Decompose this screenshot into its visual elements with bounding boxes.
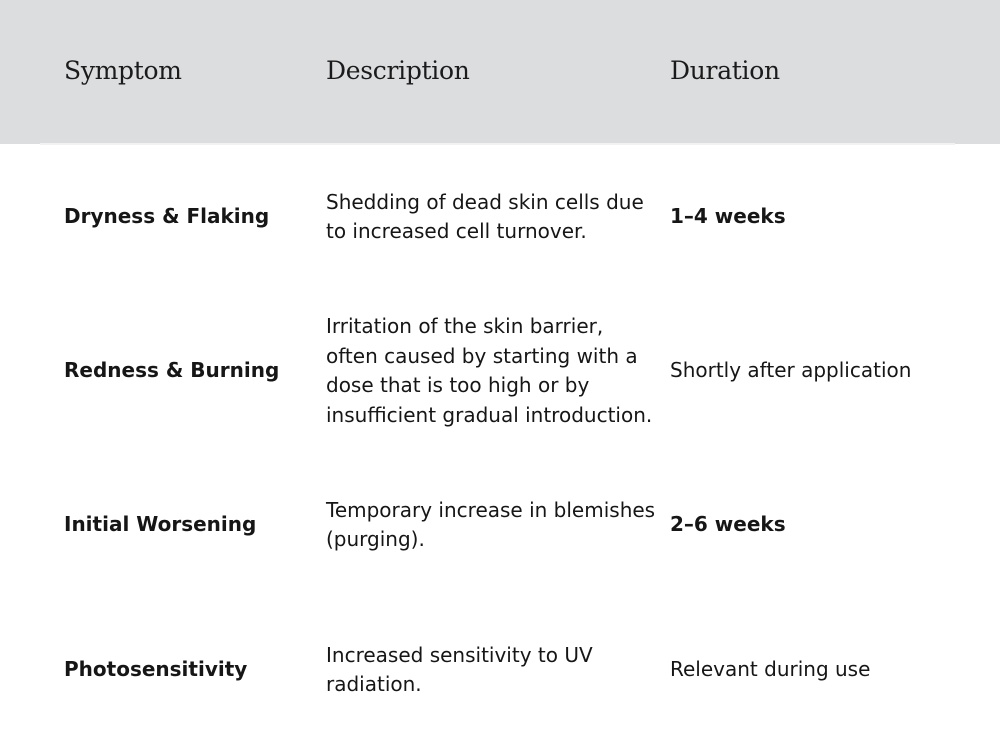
symptom-cell: Redness & Burning xyxy=(64,358,280,383)
duration-cell: 1–4 weeks xyxy=(670,204,786,229)
description-cell: Irritation of the skin barrier, often caused by starting with a dose that is too high or by insufficient gradual introduction. xyxy=(326,314,653,427)
description-cell: Shedding of dead skin cells due to increased cell turnover. xyxy=(326,189,644,243)
description-cell: Increased sensitivity to UV radiation. xyxy=(326,642,593,696)
duration-cell: Relevant during use xyxy=(670,657,871,682)
duration-cell: Shortly after application xyxy=(670,358,912,383)
duration-cell: 2–6 weeks xyxy=(670,512,786,537)
header-symptom: Symptom xyxy=(64,56,182,85)
symptom-cell: Dryness & Flaking xyxy=(64,204,270,229)
table-row xyxy=(0,496,1000,554)
table-header xyxy=(0,0,1000,144)
symptom-cell: Photosensitivity xyxy=(64,657,248,682)
description-cell: Temporary increase in blemishes (purging). xyxy=(326,497,656,551)
header-duration: Duration xyxy=(670,56,780,85)
symptom-cell: Initial Worsening xyxy=(64,512,257,537)
header-divider xyxy=(40,143,955,145)
table-row xyxy=(0,641,1000,699)
header-description: Description xyxy=(326,56,470,85)
table-row xyxy=(0,297,1000,445)
table-row xyxy=(0,188,1000,246)
